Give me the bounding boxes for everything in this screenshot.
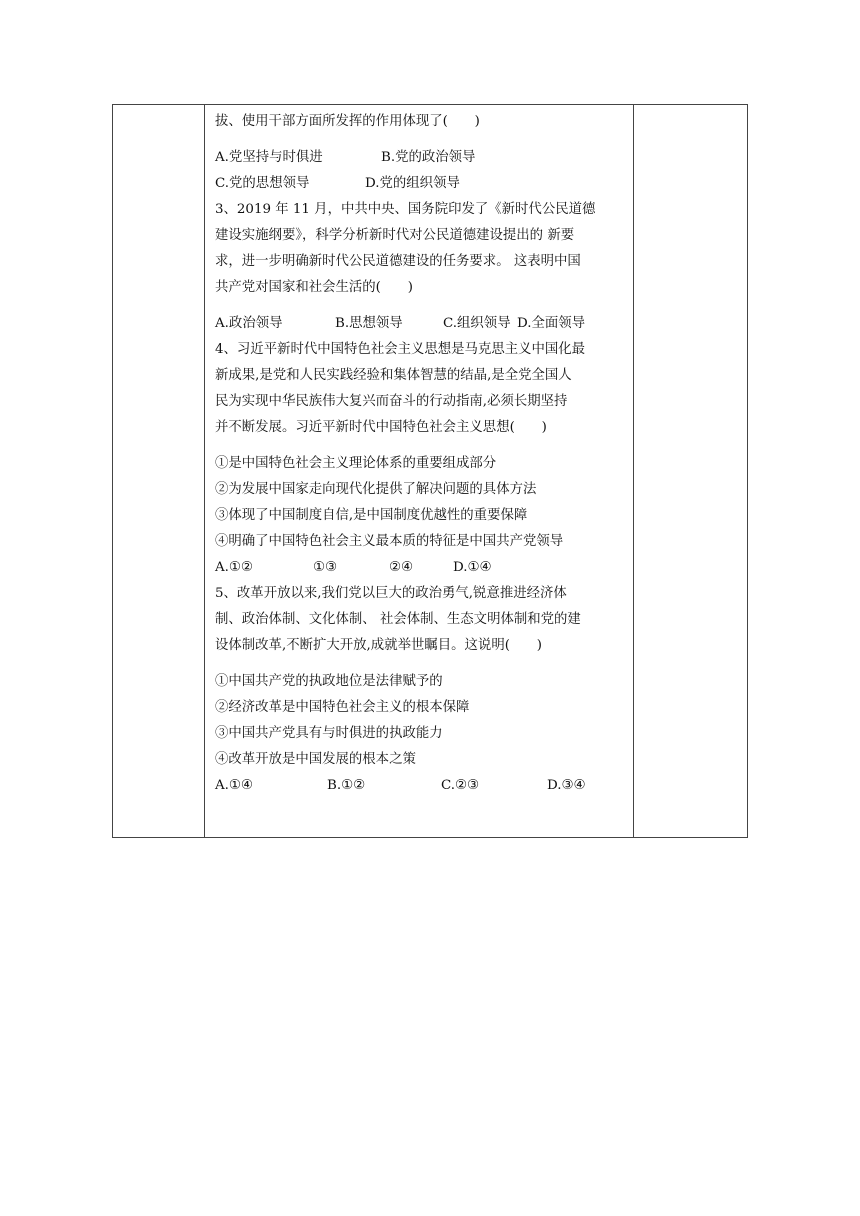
q5-statement: ①中国共产党的执政地位是法律赋予的 xyxy=(215,674,443,689)
q4-stem-line: 并不断发展。习近平新时代中国特色社会主义思想( ) xyxy=(215,420,547,435)
q5-options-row xyxy=(215,773,629,799)
q5-stem-line: 设体制改革,不断扩大开放,成就举世瞩目。这说明( ) xyxy=(215,638,542,653)
right-column-cell xyxy=(633,105,747,837)
q5-option-a: A.①④ xyxy=(215,778,253,793)
q5-option-d: D.③④ xyxy=(547,778,586,793)
q4-stem-line: 民为实现中华民族伟大复兴而奋斗的行动指南,必须长期坚持 xyxy=(215,394,568,409)
q2-stem-tail: 拔、使用干部方面所发挥的作用体现了( ) xyxy=(215,114,480,129)
q3-stem-line: 共产党对国家和社会生活的( ) xyxy=(215,280,413,295)
q5-statement: ②经济改革是中国特色社会主义的根本保障 xyxy=(215,700,470,715)
q3-option-a: A.政治领导 xyxy=(215,316,283,331)
q4-stem-line: 4、习近平新时代中国特色社会主义思想是马克思主义中国化最 xyxy=(215,342,586,357)
q4-statement: ②为发展中国家走向现代化提供了解决问题的具体方法 xyxy=(215,482,537,497)
q4-stem-line: 新成果,是党和人民实践经验和集体智慧的结晶,是全党全国人 xyxy=(215,368,572,383)
q2-option-b: B.党的政治领导 xyxy=(381,150,476,165)
q5-stem-line: 5、改革开放以来,我们党以巨大的政治勇气,锐意推进经济体 xyxy=(215,586,567,601)
q4-options-row xyxy=(215,555,629,581)
worksheet-table xyxy=(112,104,748,838)
q4-statement: ④明确了中国特色社会主义最本质的特征是中国共产党领导 xyxy=(215,534,564,549)
q5-statement: ④改革开放是中国发展的根本之策 xyxy=(215,752,416,767)
q3-stem-line: 求，进一步明确新时代公民道德建设的任务要求。 这表明中国 xyxy=(215,254,581,269)
q3-stem-line: 建设实施纲要》，科学分析新时代对公民道德建设提出的 新要 xyxy=(215,228,575,243)
q3-option-d: D.全面领导 xyxy=(517,316,586,331)
q3-stem-line: 3、2019 年 11 月，中共中央、国务院印发了《新时代公民道德 xyxy=(215,202,596,217)
q4-option-d: D.①④ xyxy=(453,560,492,575)
left-column-cell xyxy=(113,105,205,837)
q3-option-c: C.组织领导 xyxy=(443,316,511,331)
q4-option-c: ②④ xyxy=(389,560,414,575)
q4-option-b: ①③ xyxy=(313,560,338,575)
q2-options-row-1 xyxy=(215,145,629,171)
q5-stem-line: 制、政治体制、文化体制、 社会体制、生态文明体制和党的建 xyxy=(215,612,581,627)
q2-option-a: A.党坚持与时俱进 xyxy=(215,150,323,165)
q4-statement: ③体现了中国制度自信,是中国制度优越性的重要保障 xyxy=(215,508,528,523)
q5-statement: ③中国共产党具有与时俱进的执政能力 xyxy=(215,726,443,741)
q5-option-b: B.①② xyxy=(327,778,366,793)
question-content-cell xyxy=(205,105,635,837)
q3-options-row xyxy=(215,311,629,337)
q3-option-b: B.思想领导 xyxy=(335,316,403,331)
q5-option-c: C.②③ xyxy=(441,778,480,793)
q4-option-a: A.①② xyxy=(215,560,253,575)
q4-statement: ①是中国特色社会主义理论体系的重要组成部分 xyxy=(215,456,497,471)
q2-option-d: D.党的组织领导 xyxy=(365,176,460,191)
q2-options-row-2 xyxy=(215,171,629,197)
q2-option-c: C.党的思想领导 xyxy=(215,176,310,191)
